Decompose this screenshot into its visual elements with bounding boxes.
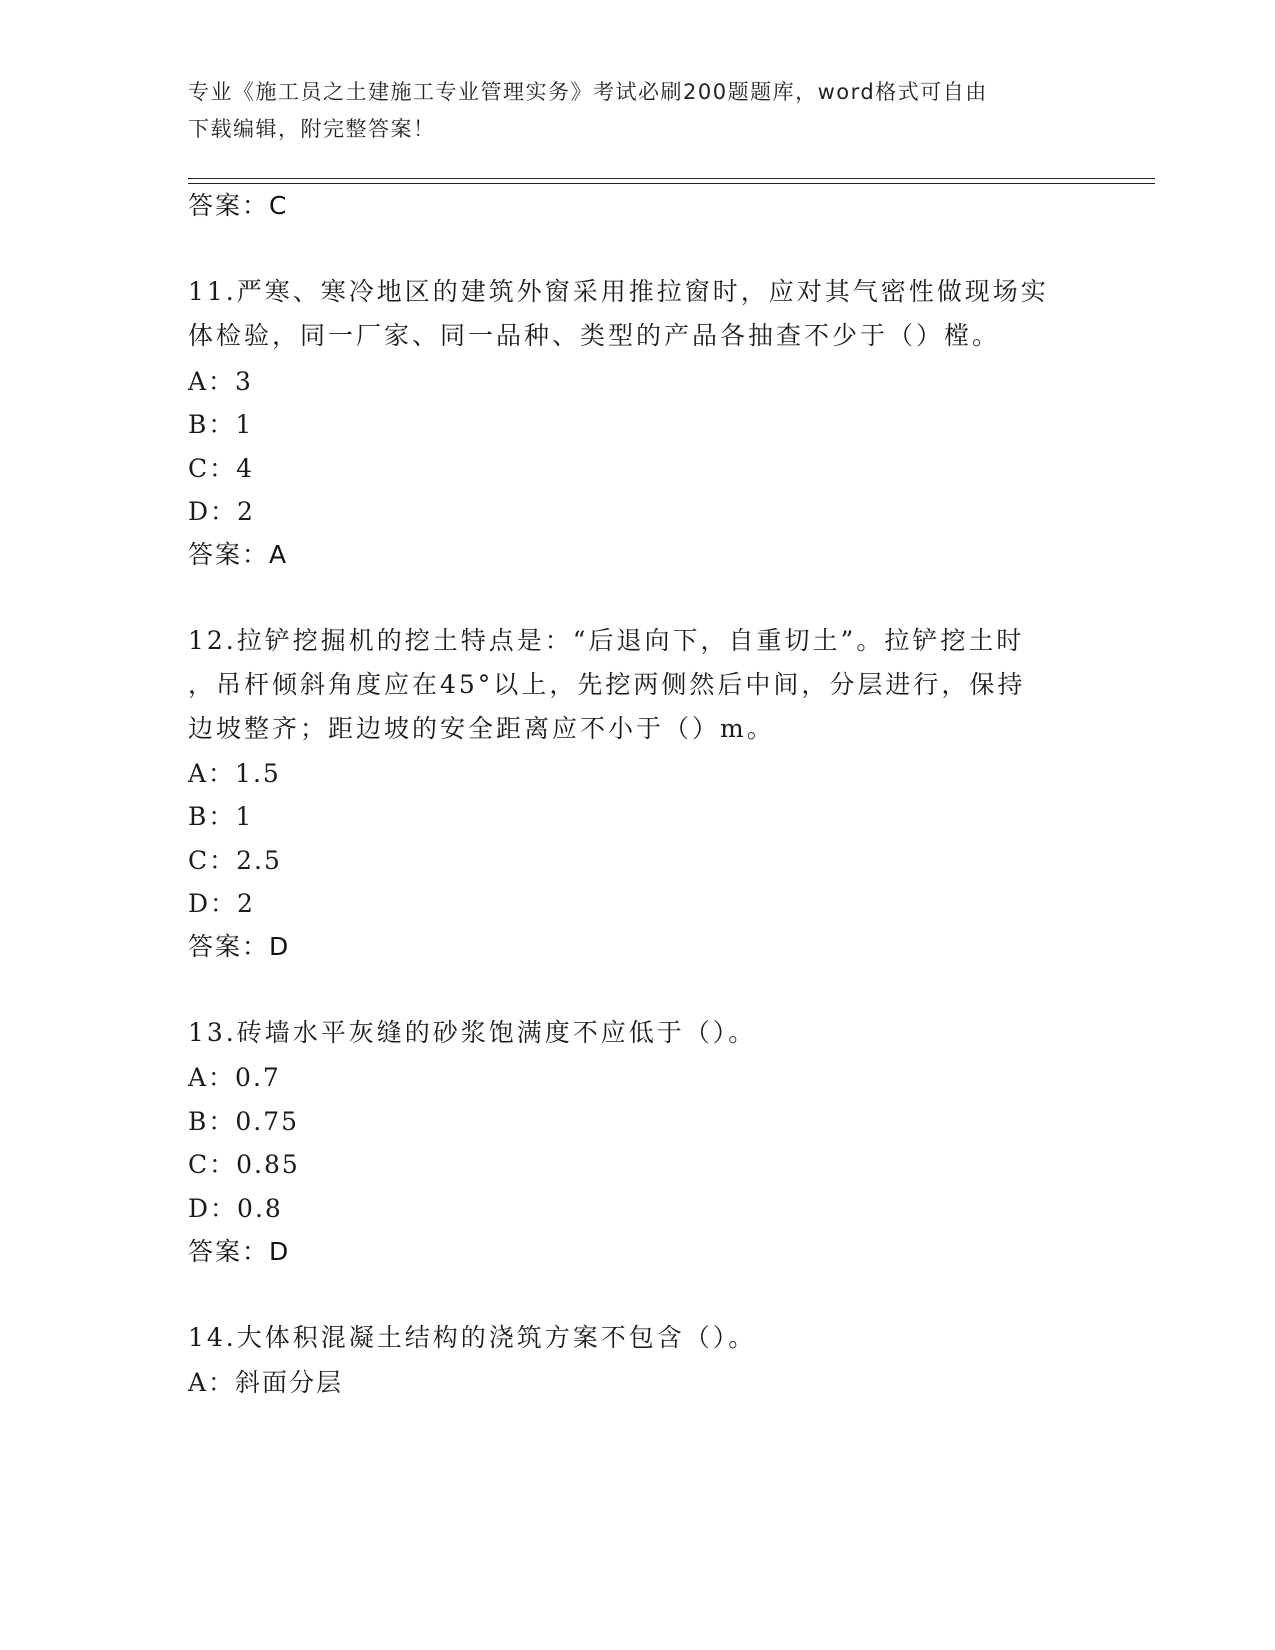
question-14-line-1: 14.大体积混凝土结构的浇筑方案不包含（）。	[188, 1323, 757, 1352]
question-13-option-a: A：0.7	[188, 1063, 281, 1092]
header-divider-top	[188, 178, 1155, 179]
question-12-line-1: 12.拉铲挖掘机的挖土特点是：“后退向下，自重切土”。拉铲挖土时	[188, 626, 1025, 655]
question-11-option-a: A：3	[188, 367, 253, 396]
question-12-option-d: D：2	[188, 889, 255, 918]
question-12-option-c: C：2.5	[188, 846, 282, 875]
question-12-line-2: ，吊杆倾斜角度应在45°以上，先挖两侧然后中间，分层进行，保持	[188, 670, 1026, 699]
question-11-option-b: B：1	[188, 410, 254, 439]
question-13-option-d: D：0.8	[188, 1194, 283, 1223]
question-13-line-1: 13.砖墙水平灰缝的砂浆饱满度不应低于（）。	[188, 1018, 757, 1047]
question-12-answer: 答案：D	[188, 932, 291, 961]
question-13-option-c: C：0.85	[188, 1150, 300, 1179]
question-11-answer: 答案：A	[188, 540, 289, 569]
question-14-option-a: A：斜面分层	[188, 1368, 344, 1397]
header-divider-bottom	[188, 183, 1155, 184]
question-13-option-b: B：0.75	[188, 1107, 300, 1136]
question-12-line-3: 边坡整齐；距边坡的安全距离应不小于（）m。	[188, 714, 775, 743]
question-11-option-c: C：4	[188, 454, 255, 483]
question-11-option-d: D：2	[188, 497, 255, 526]
question-13-answer: 答案：D	[188, 1237, 291, 1266]
question-12-option-a: A：1.5	[188, 759, 281, 788]
document-header	[188, 74, 1068, 148]
question-12-option-b: B：1	[188, 802, 254, 831]
question-11-line-1: 11.严寒、寒冷地区的建筑外窗采用推拉窗时，应对其气密性做现场实	[188, 277, 1049, 306]
header-line-1: 专业《施工员之土建施工专业管理实务》考试必刷200题题库，word格式可自由	[188, 80, 988, 104]
previous-answer: 答案：C	[188, 191, 289, 220]
question-11-line-2: 体检验，同一厂家、同一品种、类型的产品各抽查不少于（）樘。	[188, 321, 1001, 350]
header-line-2: 下载编辑，附完整答案！	[188, 117, 436, 141]
